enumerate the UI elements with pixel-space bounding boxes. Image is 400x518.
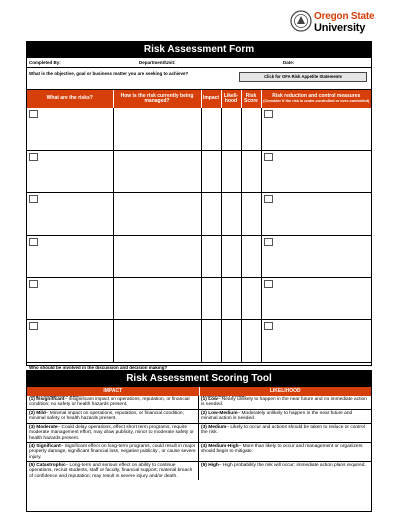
impact-level-text: – Significant effect on long-term programs, could result in major property damage, significant financial loss, negative publicity , or cause severe injury. (29, 444, 196, 460)
likelihood-level-text: – High probability the risk will occur; immediate action plans required. (218, 463, 366, 468)
objective-row (27, 68, 371, 90)
logo-line2: University (314, 22, 366, 34)
reduction-cell[interactable] (261, 235, 371, 277)
osu-seal-icon (290, 10, 312, 32)
impact-level-label: (4) Significant (29, 444, 61, 449)
risk-row (27, 320, 371, 362)
likelihood-cell[interactable] (221, 235, 241, 277)
risk-cell[interactable] (27, 193, 113, 235)
current-mgmt-cell[interactable] (113, 108, 201, 150)
impact-level (27, 424, 198, 443)
risk-row (27, 278, 371, 320)
impact-level-text: – Minimal impact on operations, reputation, or financial condition; minimal safety or health hazards present. (29, 411, 184, 422)
score-cell[interactable] (241, 320, 261, 362)
impact-level (27, 462, 198, 480)
row-checkbox[interactable] (29, 195, 38, 203)
score-cell[interactable] (241, 150, 261, 192)
likelihood-level (199, 462, 371, 480)
impact-cell[interactable] (201, 193, 221, 235)
current-mgmt-cell[interactable] (113, 235, 201, 277)
impact-level (27, 443, 198, 462)
impact-level (27, 396, 198, 410)
likelihood-level-text: – Likely to occur and actions should be taken to reduce or control the risk. (201, 425, 365, 436)
col-reduction-sub: (Consider if the risk is under-controlled or over-controlled) (263, 99, 370, 103)
likelihood-level (199, 443, 371, 462)
scoring-columns (27, 387, 371, 396)
impact-level-text: – Insignificant impact on operations, reputation, or financial condition; no safety or health hazards present. (29, 397, 190, 408)
row-checkbox[interactable] (29, 238, 38, 246)
likelihood-level-label: (3) Medium (201, 425, 227, 430)
col-reduction-title: Risk reduction and control measures (272, 92, 361, 99)
form-title: Risk Assessment Form (27, 42, 371, 58)
impact-level-label: (1) Insignificant (29, 397, 65, 402)
impact-level-text: – Could delay operations, effect short term programs, require moderate management effort, may draw publicity, minor to moderate safety or health hazards present. (29, 425, 194, 441)
likelihood-cell[interactable] (221, 320, 241, 362)
row-checkbox[interactable] (29, 153, 38, 161)
current-mgmt-cell[interactable] (113, 150, 201, 192)
risk-assessment-form (26, 41, 372, 370)
impact-level-label: (3) Moderate (29, 425, 58, 430)
risk-cell[interactable] (27, 278, 113, 320)
reduction-cell[interactable] (261, 278, 371, 320)
impact-column (27, 396, 199, 480)
risk-table (27, 90, 371, 363)
risk-row (27, 193, 371, 235)
objective-question: What is the objective, goal or business matter you are seeking to achieve? (29, 71, 189, 76)
impact-cell[interactable] (201, 278, 221, 320)
involved-question: Who should be involved in the discussion and decision making? (29, 364, 168, 370)
score-cell[interactable] (241, 193, 261, 235)
risk-cell[interactable] (27, 320, 113, 362)
likelihood-level-label: (2) Low-Medium (201, 411, 238, 416)
scoring-tool (26, 370, 372, 512)
impact-cell[interactable] (201, 320, 221, 362)
current-mgmt-cell[interactable] (113, 320, 201, 362)
row-checkbox[interactable] (29, 280, 38, 288)
risk-row (27, 150, 371, 192)
impact-cell[interactable] (201, 150, 221, 192)
score-cell[interactable] (241, 108, 261, 150)
row-checkbox[interactable] (29, 110, 38, 118)
score-cell[interactable] (241, 278, 261, 320)
row-checkbox[interactable] (264, 153, 273, 161)
likelihood-cell[interactable] (221, 193, 241, 235)
reduction-cell[interactable] (261, 193, 371, 235)
osu-logo (290, 10, 382, 36)
likelihood-cell[interactable] (221, 278, 241, 320)
likelihood-level-label: (5) High (201, 463, 219, 468)
likelihood-header: LIKELIHOOD (269, 388, 301, 394)
current-mgmt-cell[interactable] (113, 193, 201, 235)
risk-row (27, 235, 371, 277)
likelihood-cell[interactable] (221, 108, 241, 150)
likelihood-level-text: – More than likely to occur and management or organizers should begin to mitigate. (201, 444, 363, 455)
likelihood-level (199, 424, 371, 443)
impact-cell[interactable] (201, 108, 221, 150)
risk-cell[interactable] (27, 235, 113, 277)
logo-line1: Oregon State (314, 11, 375, 22)
col-reduction (261, 90, 371, 108)
scoring-title: Risk Assessment Scoring Tool (27, 371, 371, 387)
scoring-grid (27, 396, 371, 480)
risk-cell[interactable] (27, 150, 113, 192)
department-label: Department/Unit: (139, 60, 176, 65)
row-checkbox[interactable] (264, 238, 273, 246)
col-risks: What are the risks? (27, 90, 113, 108)
likelihood-level-text: – Nearly unlikely to happen in the near future and no immediate action is needed. (201, 397, 367, 408)
likelihood-column (199, 396, 371, 480)
impact-level-label: (5) Catastrophic (29, 463, 66, 468)
row-checkbox[interactable] (29, 322, 38, 330)
likelihood-level (199, 396, 371, 410)
risk-appetite-button[interactable]: Click for OFA Risk Appetite Statements (239, 72, 367, 82)
impact-cell[interactable] (201, 235, 221, 277)
reduction-cell[interactable] (261, 150, 371, 192)
risk-row (27, 108, 371, 150)
impact-header: IMPACT (27, 387, 200, 396)
date-label: Date: (283, 60, 295, 65)
col-likelihood: Likeli-hood (221, 90, 241, 108)
form-meta-row (27, 58, 371, 68)
impact-level (27, 410, 198, 424)
current-mgmt-cell[interactable] (113, 278, 201, 320)
likelihood-level-label: (4) Medium-High (201, 444, 239, 449)
row-checkbox[interactable] (264, 322, 273, 330)
likelihood-cell[interactable] (221, 150, 241, 192)
row-checkbox[interactable] (264, 110, 273, 118)
likelihood-level (199, 410, 371, 424)
impact-level-label: (2) Mild (29, 411, 46, 416)
likelihood-level-label: (1) Low (201, 397, 218, 402)
col-impact: Impact (201, 90, 221, 108)
impact-level-text: – Long-term and serious effect on ability to continue operations, recruit students, staff or faculty, financial support; material breach of confidence and reputation; may result in severe injury and/or death. (29, 463, 193, 479)
reduction-cell[interactable] (261, 320, 371, 362)
col-current-mgmt: How is the risk currently being managed? (113, 90, 201, 108)
completed-by-label: Completed By: (29, 60, 61, 65)
risk-cell[interactable] (27, 108, 113, 150)
risk-table-header (27, 90, 371, 108)
likelihood-level-text: – Moderately unlikely to happen in the near future and minimal action is needed. (201, 411, 353, 422)
col-score: Risk Score (241, 90, 261, 108)
reduction-cell[interactable] (261, 108, 371, 150)
score-cell[interactable] (241, 235, 261, 277)
row-checkbox[interactable] (264, 280, 273, 288)
row-checkbox[interactable] (264, 195, 273, 203)
